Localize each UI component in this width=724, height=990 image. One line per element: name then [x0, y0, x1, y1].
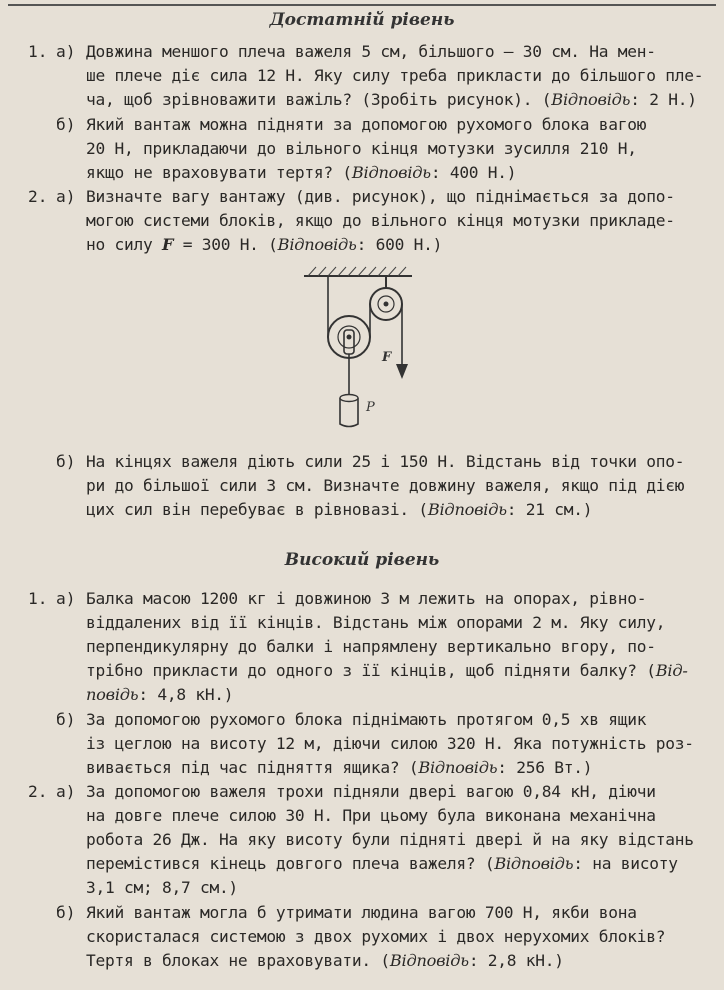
text-line: Довжина меншого плеча важеля 5 см, більшого — 30 см. На мен-: [86, 42, 656, 61]
section-heading-high: Високий рівень: [284, 550, 440, 570]
text-line: якщо не враховувати тертя? (Відповідь: 400 Н.): [86, 163, 517, 182]
text-line: робота 26 Дж. На яку висоту були підняті двері й на яку відстань: [86, 830, 694, 849]
answer-word: Відповідь: [389, 951, 469, 970]
text-line: но силу F = 300 Н. (Відповідь: 600 Н.): [86, 235, 443, 254]
problem-number-2: 2.: [28, 782, 48, 801]
problem-label-b: б): [56, 452, 76, 471]
text-line: перпендикулярну до балки і напрямлену вертикально вгору, по-: [86, 637, 656, 656]
text-line: ри до більшої сили 3 см. Визначте довжину важеля, якщо під дією: [86, 476, 685, 495]
text-line: на довге плече силою 30 Н. При цьому була виконана механічна: [86, 806, 656, 825]
answer-word: Від-: [655, 661, 688, 680]
text-line: віддалених від її кінців. Відстань між опорами 2 м. Яку силу,: [86, 613, 666, 632]
section-heading-sufficient: Достатній рівень: [269, 10, 455, 30]
answer-word: Відповідь: [427, 500, 507, 519]
problem-label-a: а): [56, 42, 76, 61]
force-arrow: [396, 364, 408, 379]
ceiling-hatching: [308, 267, 406, 276]
problem-label-a: а): [56, 187, 76, 206]
problem-label-a: а): [56, 589, 76, 608]
text-line: Який вантаж можна підняти за допомогою рухомого блока вагою: [86, 115, 647, 134]
text-line: Визначте вагу вантажу (див. рисунок), що піднімається за допо-: [86, 187, 675, 206]
top-rule: [8, 4, 716, 6]
text-line: цих сил він перебуває в рівновазі. (Відповідь: 21 см.): [86, 500, 593, 519]
text-line: 3,1 см; 8,7 см.): [86, 878, 238, 897]
load-cylinder: [340, 398, 358, 427]
text-line: Тертя в блоках не враховувати. (Відповідь: 2,8 кН.): [86, 951, 564, 970]
problem-label-a: а): [56, 782, 76, 801]
text-line: 20 Н, прикладаючи до вільного кінця мотузки зусилля 210 Н,: [86, 139, 637, 158]
text-line: ше плече діє сила 12 Н. Яку силу треба прикласти до більшого пле-: [86, 66, 704, 85]
answer-word: Відповідь: [551, 90, 631, 109]
answer-word: Відповідь: [418, 758, 498, 777]
answer-word: повідь: [86, 685, 139, 704]
problem-number-2: 2.: [28, 187, 48, 206]
load-label: P: [366, 400, 375, 415]
text-line: За допомогою важеля трохи підняли двері вагою 0,84 кН, діючи: [86, 782, 656, 801]
text-line: повідь: 4,8 кН.): [86, 685, 234, 704]
text-line: скористалася системою з двох рухомих і двох нерухомих блоків?: [86, 927, 666, 946]
answer-word: Відповідь: [494, 854, 574, 873]
force-symbol: F: [161, 235, 174, 254]
pulley-system-figure: [300, 264, 430, 436]
text-line: ча, щоб зрівноважити важіль? (Зробіть рисунок). (Відповідь: 2 Н.): [86, 90, 697, 109]
problem-label-b: б): [56, 115, 76, 134]
text-line: На кінцях важеля діють сили 25 і 150 Н. Відстань від точки опо-: [86, 452, 685, 471]
text-line: Балка масою 1200 кг і довжиною 3 м лежить на опорах, рівно-: [86, 589, 647, 608]
problem-number-1: 1.: [28, 42, 48, 61]
problem-label-b: б): [56, 903, 76, 922]
text-line: із цеглою на висоту 12 м, діючи силою 320 Н. Яка потужність роз-: [86, 734, 694, 753]
text-line: За допомогою рухомого блока піднімають протягом 0,5 хв ящик: [86, 710, 647, 729]
text-line: могою системи блоків, якщо до вільного кінця мотузки прикладе-: [86, 211, 675, 230]
text-line: трібно прикласти до одного з її кінців, щоб підняти балку? (Від-: [86, 661, 688, 680]
problem-label-b: б): [56, 710, 76, 729]
text-line: вивається під час підняття ящика? (Відповідь: 256 Вт.): [86, 758, 593, 777]
text-line: Який вантаж могла б утримати людина вагою 700 Н, якби вона: [86, 903, 637, 922]
text-line: перемістився кінець довгого плеча важеля? (Відповідь: на висоту: [86, 854, 678, 873]
problem-number-1: 1.: [28, 589, 48, 608]
answer-word: Відповідь: [351, 163, 431, 182]
force-label: F: [382, 350, 392, 365]
answer-word: Відповідь: [277, 235, 357, 254]
